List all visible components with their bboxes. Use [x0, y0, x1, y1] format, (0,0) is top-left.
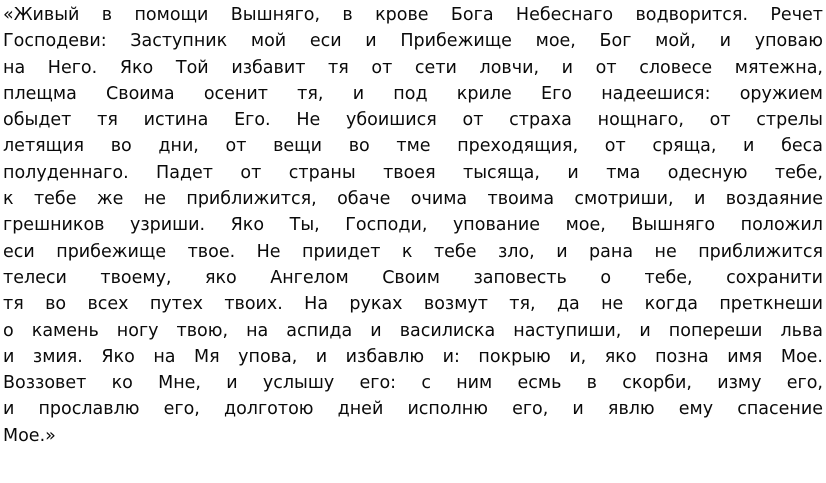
prayer-line-9: грешников узриши. Яко Ты, Господи, упование мое, Вышняго положил	[3, 215, 823, 236]
prayer-line-3: на Него. Яко Той избавит тя от сети ловчи, и от словесе мятежна,	[3, 57, 823, 78]
prayer-line-16: и прославлю его, долготою дней исполню его, и явлю ему спасение	[3, 399, 823, 420]
prayer-text	[3, 2, 823, 449]
prayer-line-4: плещма Своима осенит тя, и под криле Его надеешися: оружием	[3, 83, 823, 104]
prayer-line-14: и змия. Яко на Мя упова, и избавлю и: покрыю и, яко позна имя Мое.	[3, 346, 823, 367]
prayer-line-11: телеси твоему, яко Ангелом Своим заповесть о тебе, сохранити	[3, 267, 823, 288]
prayer-line-7: полуденнаго. Падет от страны твоея тысяща, и тма одесную тебе,	[3, 162, 823, 183]
prayer-line-15: Воззовет ко Мне, и услышу его: с ним есмь в скорби, изму его,	[3, 373, 823, 394]
prayer-line-5: обыдет тя истина Его. Не убоишися от страха нощнаго, от стрелы	[3, 110, 823, 131]
prayer-line-2: Господеви: Заступник мой еси и Прибежище мое, Бог мой, и уповаю	[3, 31, 823, 52]
prayer-line-6: летящия во дни, от вещи во тме преходящия, от сряща, и беса	[3, 136, 823, 157]
prayer-line-17: Мое.»	[3, 425, 56, 446]
prayer-line-1: «Живый в помощи Вышняго, в крове Бога Небеснаго водворится. Речет	[3, 5, 823, 25]
prayer-line-13: о камень ногу твою, на аспида и василиска наступиши, и попереши льва	[3, 320, 823, 341]
prayer-line-12: тя во всех путех твоих. На руках возмут тя, да не когда преткнеши	[3, 294, 823, 315]
prayer-line-8: к тебе же не приближится, обаче очима твоима смотриши, и воздаяние	[3, 189, 823, 210]
prayer-line-10: еси прибежище твое. Не приидет к тебе зло, и рана не приближится	[3, 241, 823, 262]
